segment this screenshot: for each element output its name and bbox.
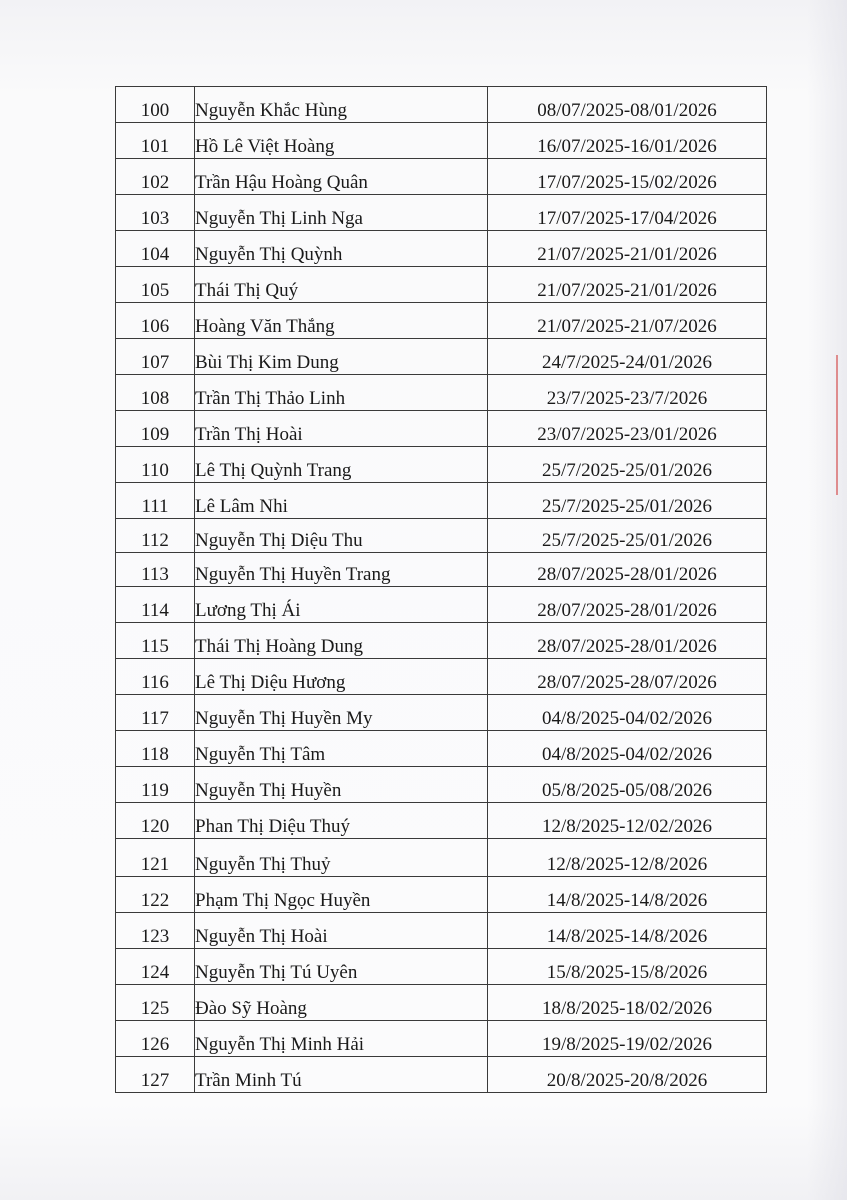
table-row [116,587,767,623]
date-range-cell: 19/8/2025-19/02/2026 [488,1021,767,1057]
person-name-cell: Thái Thị Quý [195,267,488,303]
person-name-cell: Nguyễn Thị Huyền My [195,695,488,731]
date-range-cell: 25/7/2025-25/01/2026 [488,447,767,483]
row-number-cell: 126 [116,1021,195,1057]
row-number-cell: 107 [116,339,195,375]
row-number-cell: 114 [116,587,195,623]
person-name-cell: Nguyễn Thị Huyền Trang [195,553,488,587]
row-number-cell: 123 [116,913,195,949]
date-range-cell: 04/8/2025-04/02/2026 [488,695,767,731]
date-range-cell: 12/8/2025-12/02/2026 [488,803,767,839]
row-number-cell: 122 [116,877,195,913]
table-row [116,339,767,375]
person-name-cell: Hồ Lê Việt Hoàng [195,123,488,159]
row-number-cell: 113 [116,553,195,587]
person-name-cell: Phan Thị Diệu Thuý [195,803,488,839]
date-range-cell: 25/7/2025-25/01/2026 [488,519,767,553]
page-edge-shadow [807,0,847,1200]
person-name-cell: Nguyễn Thị Thuỷ [195,839,488,877]
person-name-cell: Nguyễn Thị Tâm [195,731,488,767]
row-number-cell: 118 [116,731,195,767]
table-row [116,623,767,659]
date-range-cell: 21/07/2025-21/01/2026 [488,231,767,267]
person-name-cell: Nguyễn Thị Diệu Thu [195,519,488,553]
row-number-cell: 124 [116,949,195,985]
table-row [116,877,767,913]
date-range-cell: 15/8/2025-15/8/2026 [488,949,767,985]
row-number-cell: 117 [116,695,195,731]
table-row [116,195,767,231]
person-name-cell: Lê Thị Quỳnh Trang [195,447,488,483]
person-name-cell: Lê Thị Diệu Hương [195,659,488,695]
date-range-cell: 21/07/2025-21/01/2026 [488,267,767,303]
table-row [116,267,767,303]
person-name-cell: Nguyễn Thị Linh Nga [195,195,488,231]
date-range-cell: 23/07/2025-23/01/2026 [488,411,767,447]
date-range-cell: 14/8/2025-14/8/2026 [488,877,767,913]
date-range-cell: 28/07/2025-28/07/2026 [488,659,767,695]
person-name-cell: Trần Thị Thảo Linh [195,375,488,411]
row-number-cell: 119 [116,767,195,803]
row-number-cell: 105 [116,267,195,303]
table-row [116,985,767,1021]
table-row [116,87,767,123]
row-number-cell: 109 [116,411,195,447]
row-number-cell: 102 [116,159,195,195]
row-number-cell: 108 [116,375,195,411]
table-row [116,553,767,587]
row-number-cell: 101 [116,123,195,159]
date-range-cell: 28/07/2025-28/01/2026 [488,623,767,659]
date-range-cell: 14/8/2025-14/8/2026 [488,913,767,949]
date-range-cell: 20/8/2025-20/8/2026 [488,1057,767,1093]
date-range-cell: 28/07/2025-28/01/2026 [488,553,767,587]
date-range-cell: 17/07/2025-15/02/2026 [488,159,767,195]
date-range-cell: 18/8/2025-18/02/2026 [488,985,767,1021]
person-name-cell: Lương Thị Ái [195,587,488,623]
table-row [116,1057,767,1093]
date-range-cell: 25/7/2025-25/01/2026 [488,483,767,519]
date-range-cell: 04/8/2025-04/02/2026 [488,731,767,767]
row-number-cell: 121 [116,839,195,877]
table-row [116,1021,767,1057]
table-row [116,695,767,731]
date-range-cell: 08/07/2025-08/01/2026 [488,87,767,123]
table-row [116,231,767,267]
person-name-cell: Nguyễn Thị Quỳnh [195,231,488,267]
person-name-cell: Trần Thị Hoài [195,411,488,447]
row-number-cell: 104 [116,231,195,267]
date-range-cell: 12/8/2025-12/8/2026 [488,839,767,877]
row-number-cell: 103 [116,195,195,231]
table-row [116,949,767,985]
table-row [116,123,767,159]
person-name-cell: Lê Lâm Nhi [195,483,488,519]
table-row [116,483,767,519]
person-name-cell: Nguyễn Thị Tú Uyên [195,949,488,985]
table-row [116,159,767,195]
row-number-cell: 111 [116,483,195,519]
row-number-cell: 120 [116,803,195,839]
table-row [116,803,767,839]
person-name-cell: Nguyễn Thị Hoài [195,913,488,949]
person-name-cell: Nguyễn Khắc Hùng [195,87,488,123]
row-number-cell: 125 [116,985,195,1021]
table-row [116,913,767,949]
date-range-cell: 23/7/2025-23/7/2026 [488,375,767,411]
table-row [116,731,767,767]
date-range-cell: 05/8/2025-05/08/2026 [488,767,767,803]
person-name-cell: Đào Sỹ Hoàng [195,985,488,1021]
table-row [116,375,767,411]
row-number-cell: 100 [116,87,195,123]
roster-table-body [116,87,767,1093]
row-number-cell: 106 [116,303,195,339]
roster-table [115,86,767,1093]
red-stamp-mark [836,355,847,495]
person-name-cell: Thái Thị Hoàng Dung [195,623,488,659]
date-range-cell: 16/07/2025-16/01/2026 [488,123,767,159]
date-range-cell: 17/07/2025-17/04/2026 [488,195,767,231]
row-number-cell: 115 [116,623,195,659]
row-number-cell: 127 [116,1057,195,1093]
table-row [116,659,767,695]
row-number-cell: 116 [116,659,195,695]
person-name-cell: Nguyễn Thị Huyền [195,767,488,803]
row-number-cell: 110 [116,447,195,483]
date-range-cell: 24/7/2025-24/01/2026 [488,339,767,375]
table-row [116,839,767,877]
date-range-cell: 21/07/2025-21/07/2026 [488,303,767,339]
table-row [116,519,767,553]
date-range-cell: 28/07/2025-28/01/2026 [488,587,767,623]
table-row [116,767,767,803]
person-name-cell: Trần Minh Tú [195,1057,488,1093]
person-name-cell: Phạm Thị Ngọc Huyền [195,877,488,913]
table-row [116,411,767,447]
person-name-cell: Nguyễn Thị Minh Hải [195,1021,488,1057]
table-row [116,303,767,339]
row-number-cell: 112 [116,519,195,553]
person-name-cell: Bùi Thị Kim Dung [195,339,488,375]
table-row [116,447,767,483]
person-name-cell: Trần Hậu Hoàng Quân [195,159,488,195]
person-name-cell: Hoàng Văn Thắng [195,303,488,339]
